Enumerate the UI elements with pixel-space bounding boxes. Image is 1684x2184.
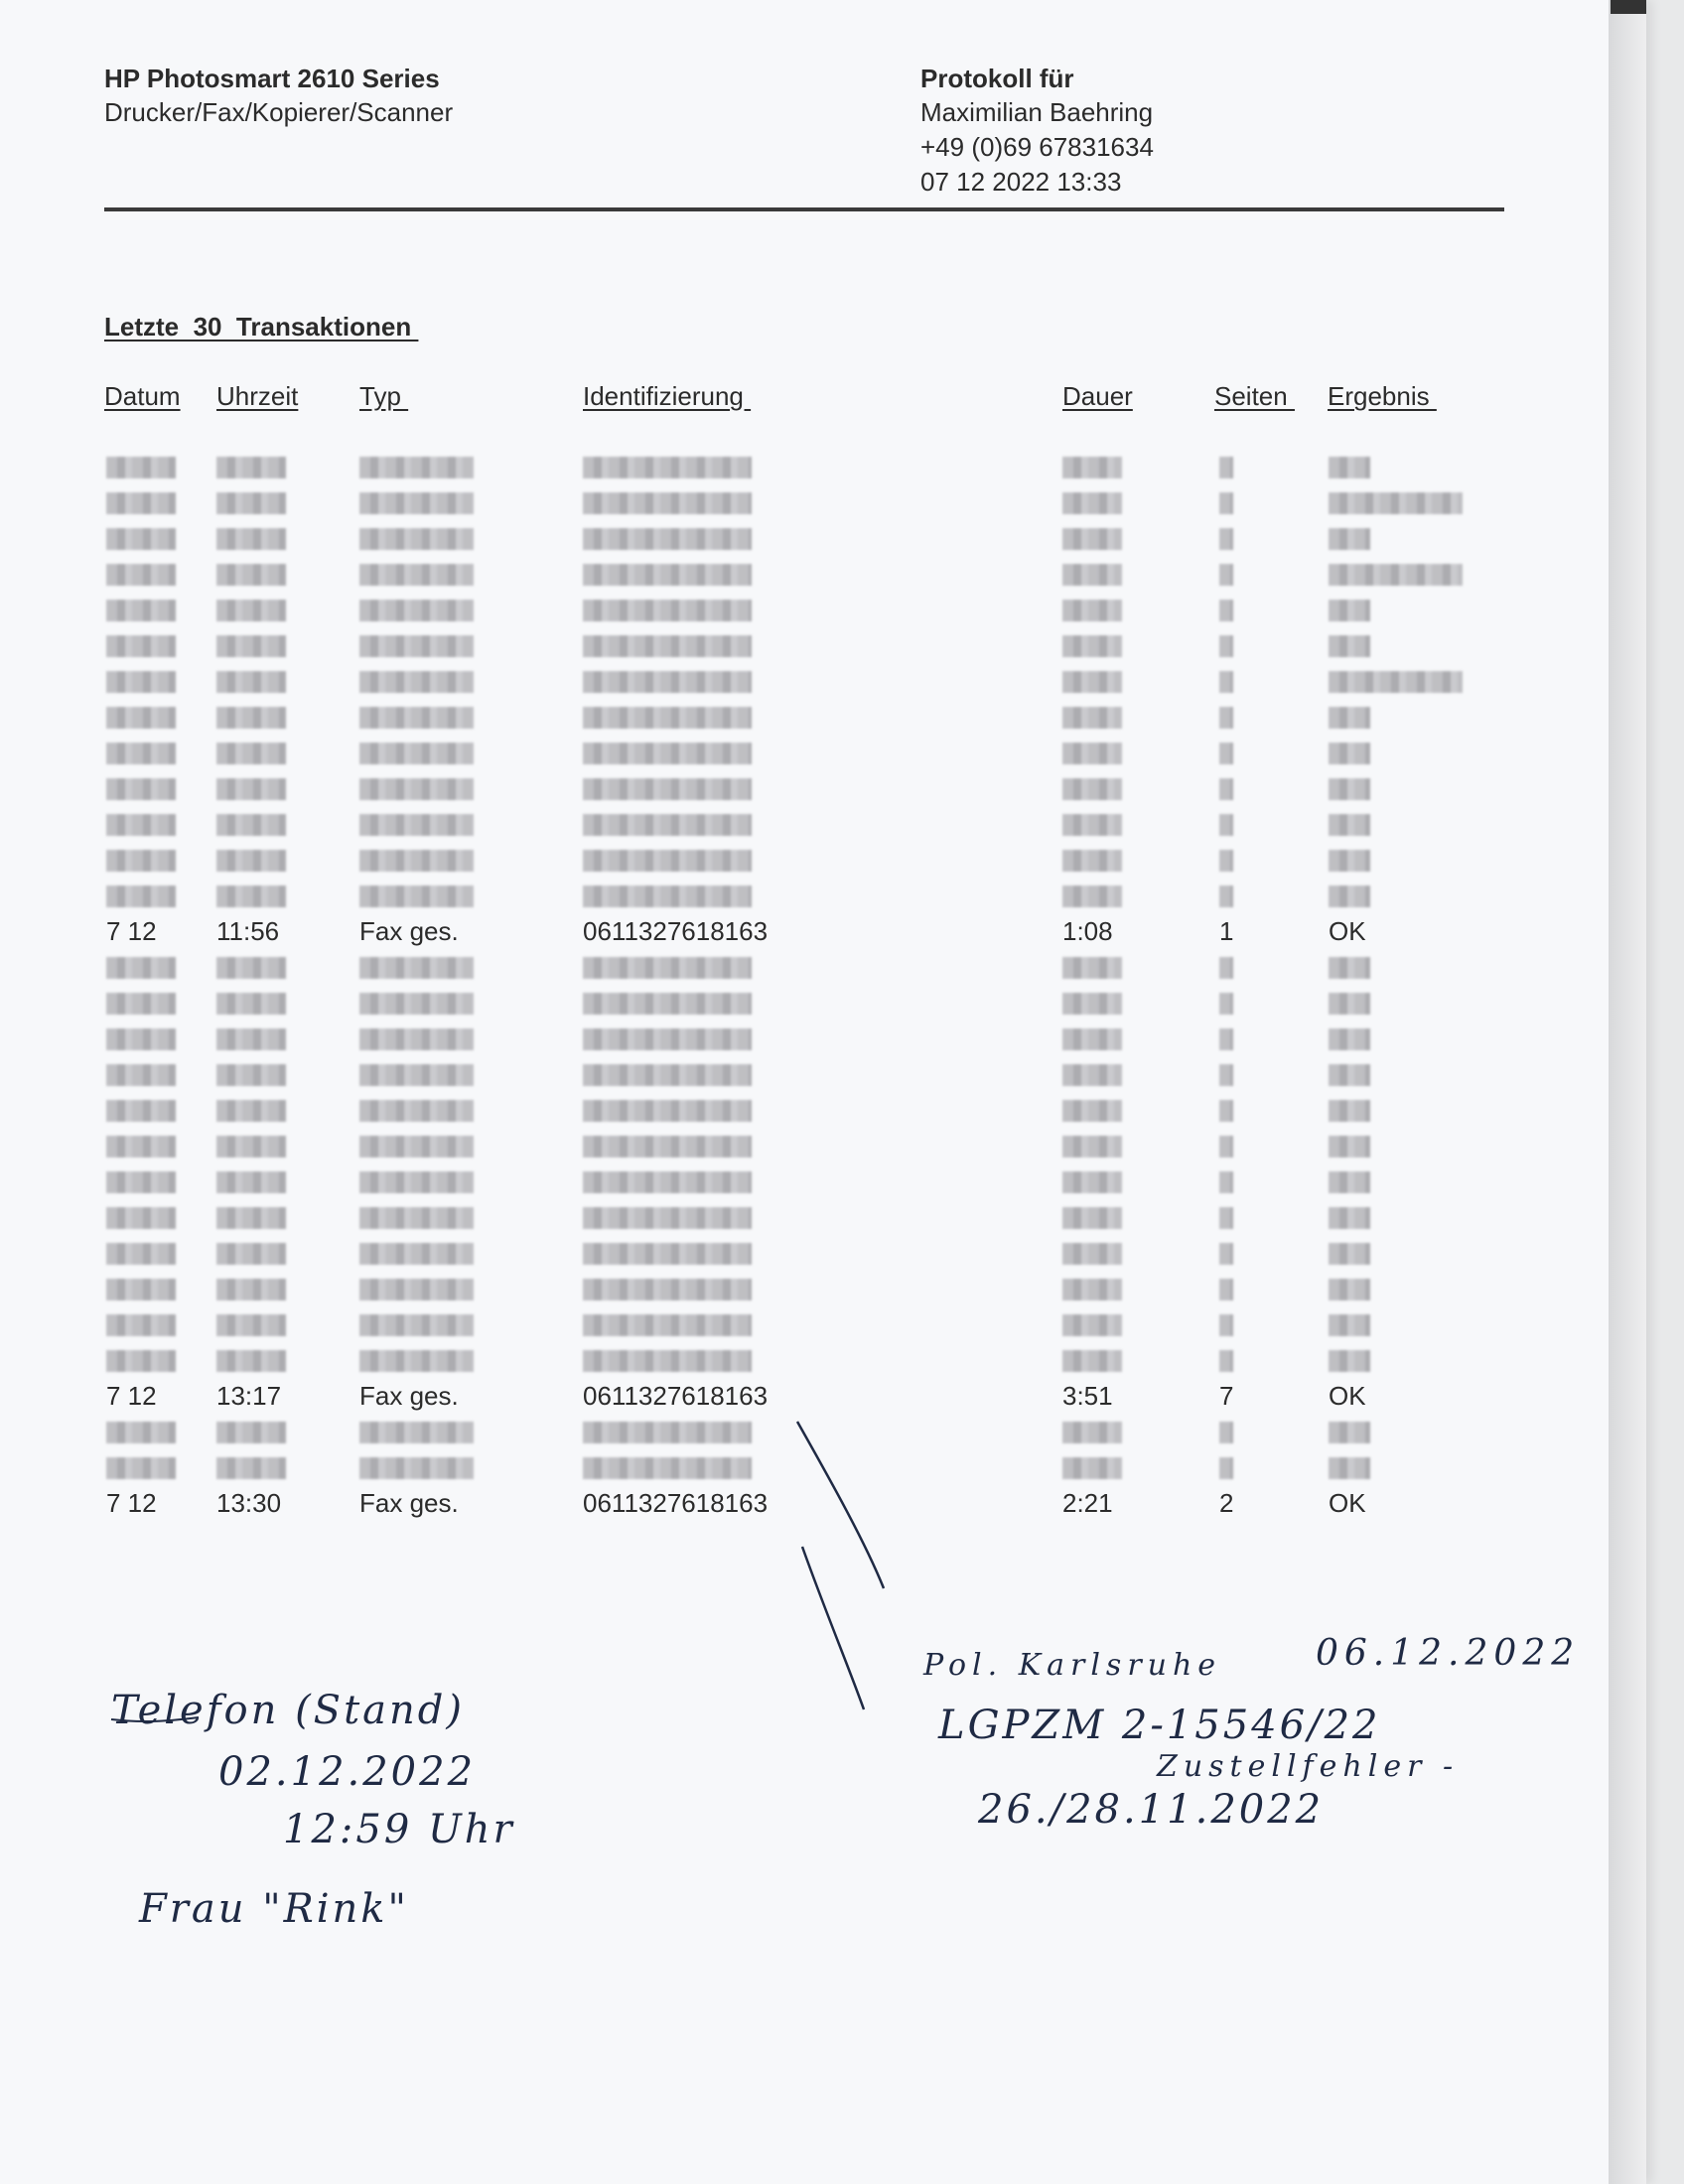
- cell-ergebnis: OK: [1329, 1381, 1366, 1411]
- redacted-cell: [1329, 1136, 1370, 1158]
- redacted-cell: [1329, 743, 1370, 764]
- cell-typ: Fax ges.: [359, 1488, 459, 1518]
- table-row: [0, 556, 1589, 592]
- redacted-cell: [583, 600, 752, 621]
- redacted-cell: [216, 1422, 286, 1443]
- redacted-cell: [1062, 492, 1122, 514]
- redacted-cell: [1062, 1350, 1122, 1372]
- cell-ergebnis: OK: [1329, 1488, 1366, 1518]
- redacted-cell: [216, 1028, 286, 1050]
- cell-identifizierung: 0611327618163: [583, 1488, 769, 1518]
- redacted-cell: [583, 814, 752, 836]
- redacted-cell: [359, 1350, 474, 1372]
- table-row: [0, 806, 1589, 842]
- device-subtitle: Drucker/Fax/Kopierer/Scanner: [104, 97, 454, 127]
- redacted-cell: [359, 457, 474, 478]
- redacted-cell: [359, 1422, 474, 1443]
- redacted-cell: [216, 564, 286, 586]
- redacted-cell: [216, 1279, 286, 1300]
- handwritten-note-phone: Telefon (Stand): [111, 1688, 465, 1733]
- redacted-cell: [359, 1028, 474, 1050]
- redacted-cell: [216, 457, 286, 478]
- report-datetime: 07 12 2022 13:33: [920, 167, 1122, 197]
- redacted-cell: [106, 1457, 176, 1479]
- redacted-cell: [106, 457, 176, 478]
- redacted-cell: [583, 635, 752, 657]
- redacted-cell: [106, 1064, 176, 1086]
- redacted-cell: [1219, 1171, 1233, 1193]
- redacted-cell: [1219, 814, 1233, 836]
- redacted-cell: [583, 1171, 752, 1193]
- redacted-cell: [1329, 1279, 1370, 1300]
- redacted-cell: [583, 1064, 752, 1086]
- redacted-cell: [1219, 1422, 1233, 1443]
- redacted-cell: [1062, 1457, 1122, 1479]
- cell-seiten: 7: [1219, 1381, 1234, 1411]
- owner-name: Maximilian Baehring: [920, 97, 1154, 127]
- redacted-cell: [1329, 528, 1370, 550]
- redacted-cell: [1329, 1100, 1370, 1122]
- redacted-cell: [359, 492, 474, 514]
- redacted-cell: [1329, 957, 1370, 979]
- redacted-cell: [106, 1028, 176, 1050]
- redacted-cell: [1219, 1100, 1233, 1122]
- cell-identifizierung: 0611327618163: [583, 1381, 769, 1411]
- owner-phone: +49 (0)69 67831634: [920, 132, 1154, 162]
- redacted-cell: [583, 850, 752, 872]
- cell-uhrzeit: 13:30: [216, 1488, 282, 1518]
- redacted-cell: [1219, 492, 1233, 514]
- column-header-identifizierung: Identifizierung: [583, 381, 752, 411]
- handwritten-note-delivery-dates: 26./28.11.2022: [978, 1787, 1325, 1833]
- redacted-cell: [216, 600, 286, 621]
- redacted-cell: [106, 1314, 176, 1336]
- redacted-cell: [1219, 957, 1233, 979]
- redacted-cell: [1062, 1100, 1122, 1122]
- column-header-datum: Datum: [104, 381, 181, 411]
- redacted-cell: [216, 957, 286, 979]
- redacted-cell: [583, 993, 752, 1015]
- redacted-cell: [1329, 457, 1370, 478]
- redacted-cell: [1219, 778, 1233, 800]
- redacted-cell: [1062, 1279, 1122, 1300]
- redacted-cell: [106, 850, 176, 872]
- redacted-cell: [583, 1028, 752, 1050]
- redacted-cell: [1219, 457, 1233, 478]
- report-header: [920, 62, 1154, 200]
- redacted-cell: [1062, 778, 1122, 800]
- table-row: [0, 770, 1589, 806]
- redacted-cell: [216, 1207, 286, 1229]
- table-row: [0, 949, 1589, 985]
- redacted-cell: [1329, 492, 1463, 514]
- redacted-cell: [1062, 457, 1122, 478]
- redacted-cell: [106, 1136, 176, 1158]
- table-row: [0, 1414, 1589, 1449]
- table-row: [0, 1378, 1589, 1414]
- redacted-cell: [106, 528, 176, 550]
- redacted-cell: [216, 1136, 286, 1158]
- table-row: [0, 449, 1589, 484]
- cell-dauer: 1:08: [1062, 916, 1113, 946]
- redacted-cell: [1219, 1314, 1233, 1336]
- table-row: [0, 1021, 1589, 1056]
- redacted-cell: [1219, 743, 1233, 764]
- table-row: [0, 842, 1589, 878]
- redacted-cell: [583, 671, 752, 693]
- redacted-cell: [216, 671, 286, 693]
- table-row: [0, 1199, 1589, 1235]
- redacted-cell: [583, 1243, 752, 1265]
- redacted-cell: [359, 564, 474, 586]
- redacted-cell: [216, 1064, 286, 1086]
- redacted-cell: [1219, 1064, 1233, 1086]
- redacted-cell: [1329, 993, 1370, 1015]
- redacted-cell: [1062, 635, 1122, 657]
- redacted-cell: [359, 1207, 474, 1229]
- redacted-cell: [216, 743, 286, 764]
- redacted-cell: [106, 743, 176, 764]
- redacted-cell: [1062, 1028, 1122, 1050]
- redacted-cell: [359, 1064, 474, 1086]
- redacted-cell: [359, 993, 474, 1015]
- redacted-cell: [1329, 1171, 1370, 1193]
- redacted-cell: [359, 671, 474, 693]
- redacted-cell: [106, 1207, 176, 1229]
- redacted-cell: [1062, 671, 1122, 693]
- redacted-cell: [359, 1243, 474, 1265]
- redacted-cell: [1329, 850, 1370, 872]
- redacted-cell: [106, 993, 176, 1015]
- redacted-cell: [216, 1457, 286, 1479]
- redacted-cell: [359, 528, 474, 550]
- redacted-cell: [1219, 886, 1233, 907]
- cell-datum: 7 12: [106, 916, 157, 946]
- cell-seiten: 2: [1219, 1488, 1234, 1518]
- redacted-cell: [583, 743, 752, 764]
- handwritten-note-reference: LGPZM 2-15546/22: [938, 1703, 1381, 1748]
- redacted-cell: [1062, 707, 1122, 729]
- redacted-cell: [1219, 671, 1233, 693]
- redacted-cell: [1329, 1207, 1370, 1229]
- column-header-ergebnis: Ergebnis: [1328, 381, 1437, 411]
- redacted-cell: [583, 1422, 752, 1443]
- redacted-cell: [1062, 957, 1122, 979]
- handwritten-note-time: 12:59 Uhr: [283, 1807, 515, 1852]
- table-row: [0, 520, 1589, 556]
- cell-datum: 7 12: [106, 1381, 157, 1411]
- redacted-cell: [1062, 1243, 1122, 1265]
- redacted-cell: [1329, 600, 1370, 621]
- table-row: [0, 878, 1589, 913]
- scanner-edge: [1609, 0, 1646, 2184]
- redacted-cell: [359, 886, 474, 907]
- redacted-cell: [1219, 1028, 1233, 1050]
- redacted-cell: [1219, 850, 1233, 872]
- redacted-cell: [1219, 564, 1233, 586]
- redacted-cell: [583, 457, 752, 478]
- redacted-cell: [216, 1350, 286, 1372]
- redacted-cell: [583, 564, 752, 586]
- redacted-cell: [1329, 814, 1370, 836]
- redacted-cell: [106, 671, 176, 693]
- redacted-cell: [1329, 778, 1370, 800]
- redacted-cell: [1062, 743, 1122, 764]
- redacted-cell: [106, 1279, 176, 1300]
- table-row: [0, 913, 1589, 949]
- table-row: [0, 1128, 1589, 1163]
- redacted-cell: [583, 528, 752, 550]
- cell-identifizierung: 0611327618163: [583, 916, 769, 946]
- redacted-cell: [359, 957, 474, 979]
- redacted-cell: [1219, 1243, 1233, 1265]
- redacted-cell: [106, 707, 176, 729]
- redacted-cell: [216, 886, 286, 907]
- redacted-cell: [1329, 707, 1370, 729]
- report-title: Protokoll für: [920, 64, 1074, 93]
- device-header: [104, 62, 453, 130]
- redacted-cell: [1329, 1457, 1370, 1479]
- redacted-cell: [1219, 1136, 1233, 1158]
- handwritten-note-date: 02.12.2022: [218, 1749, 477, 1795]
- column-header-uhrzeit: Uhrzeit: [216, 381, 299, 411]
- redacted-cell: [1062, 600, 1122, 621]
- redacted-cell: [216, 492, 286, 514]
- redacted-cell: [106, 1171, 176, 1193]
- cell-uhrzeit: 11:56: [216, 916, 280, 946]
- redacted-cell: [583, 1350, 752, 1372]
- redacted-cell: [216, 1314, 286, 1336]
- redacted-cell: [359, 1457, 474, 1479]
- column-header-dauer: Dauer: [1062, 381, 1133, 411]
- redacted-cell: [106, 778, 176, 800]
- table-row: [0, 699, 1589, 735]
- table-row: [0, 1163, 1589, 1199]
- redacted-cell: [1062, 1207, 1122, 1229]
- redacted-cell: [106, 886, 176, 907]
- redacted-cell: [106, 1422, 176, 1443]
- redacted-cell: [583, 886, 752, 907]
- handwritten-note-police: Pol. Karlsruhe: [923, 1648, 1222, 1683]
- redacted-cell: [216, 1171, 286, 1193]
- redacted-cell: [216, 814, 286, 836]
- redacted-cell: [216, 1243, 286, 1265]
- redacted-cell: [1219, 1350, 1233, 1372]
- column-header-typ: Typ: [359, 381, 409, 411]
- header-divider: [104, 207, 1504, 211]
- table-row: [0, 1306, 1589, 1342]
- redacted-cell: [1062, 814, 1122, 836]
- redacted-cell: [1329, 1064, 1370, 1086]
- redacted-cell: [1219, 600, 1233, 621]
- redacted-cell: [216, 707, 286, 729]
- redacted-cell: [1329, 886, 1370, 907]
- redacted-cell: [1219, 635, 1233, 657]
- redacted-cell: [1329, 1314, 1370, 1336]
- handwritten-note-delivery-error: Zustellfehler -: [1157, 1749, 1460, 1784]
- table-row: [0, 1342, 1589, 1378]
- table-row: [0, 985, 1589, 1021]
- redacted-cell: [106, 1100, 176, 1122]
- handwritten-note-contact: Frau "Rink": [139, 1886, 409, 1932]
- redacted-cell: [1329, 1028, 1370, 1050]
- redacted-cell: [106, 492, 176, 514]
- redacted-cell: [359, 1136, 474, 1158]
- table-row: [0, 1235, 1589, 1271]
- redacted-cell: [359, 1171, 474, 1193]
- redacted-cell: [1062, 1422, 1122, 1443]
- redacted-cell: [1062, 564, 1122, 586]
- redacted-cell: [1219, 528, 1233, 550]
- redacted-cell: [1062, 1136, 1122, 1158]
- redacted-cell: [106, 1350, 176, 1372]
- table-row: [0, 1056, 1589, 1092]
- redacted-cell: [1062, 850, 1122, 872]
- cell-dauer: 2:21: [1062, 1488, 1113, 1518]
- redacted-cell: [359, 778, 474, 800]
- table-row: [0, 1485, 1589, 1521]
- redacted-cell: [583, 778, 752, 800]
- redacted-cell: [1062, 1314, 1122, 1336]
- redacted-cell: [106, 814, 176, 836]
- table-row: [0, 592, 1589, 627]
- cell-datum: 7 12: [106, 1488, 157, 1518]
- redacted-cell: [1329, 1350, 1370, 1372]
- redacted-cell: [359, 814, 474, 836]
- redacted-cell: [583, 1314, 752, 1336]
- redacted-cell: [216, 850, 286, 872]
- cell-seiten: 1: [1219, 916, 1234, 946]
- redacted-cell: [1219, 1279, 1233, 1300]
- redacted-cell: [359, 1100, 474, 1122]
- redacted-cell: [216, 993, 286, 1015]
- redacted-cell: [1329, 635, 1370, 657]
- redacted-cell: [359, 743, 474, 764]
- redacted-cell: [583, 1136, 752, 1158]
- table-row: [0, 735, 1589, 770]
- cell-typ: Fax ges.: [359, 916, 459, 946]
- section-title: Letzte 30 Transaktionen: [104, 312, 419, 341]
- cell-uhrzeit: 13:17: [216, 1381, 282, 1411]
- cell-dauer: 3:51: [1062, 1381, 1113, 1411]
- redacted-cell: [359, 850, 474, 872]
- redacted-cell: [1219, 1457, 1233, 1479]
- redacted-cell: [216, 1100, 286, 1122]
- redacted-cell: [359, 1279, 474, 1300]
- redacted-cell: [583, 1279, 752, 1300]
- handwritten-note-police-date: 06.12.2022: [1316, 1633, 1581, 1674]
- redacted-cell: [106, 1243, 176, 1265]
- redacted-cell: [1219, 993, 1233, 1015]
- redacted-cell: [359, 1314, 474, 1336]
- redacted-cell: [106, 564, 176, 586]
- redacted-cell: [216, 528, 286, 550]
- redacted-cell: [106, 635, 176, 657]
- redacted-cell: [583, 492, 752, 514]
- redacted-cell: [1219, 1207, 1233, 1229]
- table-row: [0, 484, 1589, 520]
- redacted-cell: [1329, 564, 1463, 586]
- redacted-cell: [1062, 993, 1122, 1015]
- redacted-cell: [359, 707, 474, 729]
- redacted-cell: [106, 600, 176, 621]
- redacted-cell: [216, 778, 286, 800]
- redacted-cell: [1329, 1422, 1370, 1443]
- cell-typ: Fax ges.: [359, 1381, 459, 1411]
- device-title: HP Photosmart 2610 Series: [104, 64, 440, 93]
- redacted-cell: [583, 1457, 752, 1479]
- redacted-cell: [1062, 1171, 1122, 1193]
- redacted-cell: [1329, 1243, 1370, 1265]
- redacted-cell: [359, 600, 474, 621]
- redacted-cell: [1062, 528, 1122, 550]
- table-row: [0, 627, 1589, 663]
- redacted-cell: [583, 707, 752, 729]
- transactions-table: [0, 449, 1589, 1521]
- table-row: [0, 1092, 1589, 1128]
- redacted-cell: [359, 635, 474, 657]
- redacted-cell: [583, 1100, 752, 1122]
- column-header-seiten: Seiten: [1214, 381, 1295, 411]
- redacted-cell: [583, 1207, 752, 1229]
- table-row: [0, 1449, 1589, 1485]
- redacted-cell: [216, 635, 286, 657]
- redacted-cell: [1062, 886, 1122, 907]
- redacted-cell: [106, 957, 176, 979]
- redacted-cell: [1329, 671, 1463, 693]
- redacted-cell: [1219, 707, 1233, 729]
- table-row: [0, 663, 1589, 699]
- cell-ergebnis: OK: [1329, 916, 1366, 946]
- redacted-cell: [583, 957, 752, 979]
- table-row: [0, 1271, 1589, 1306]
- redacted-cell: [1062, 1064, 1122, 1086]
